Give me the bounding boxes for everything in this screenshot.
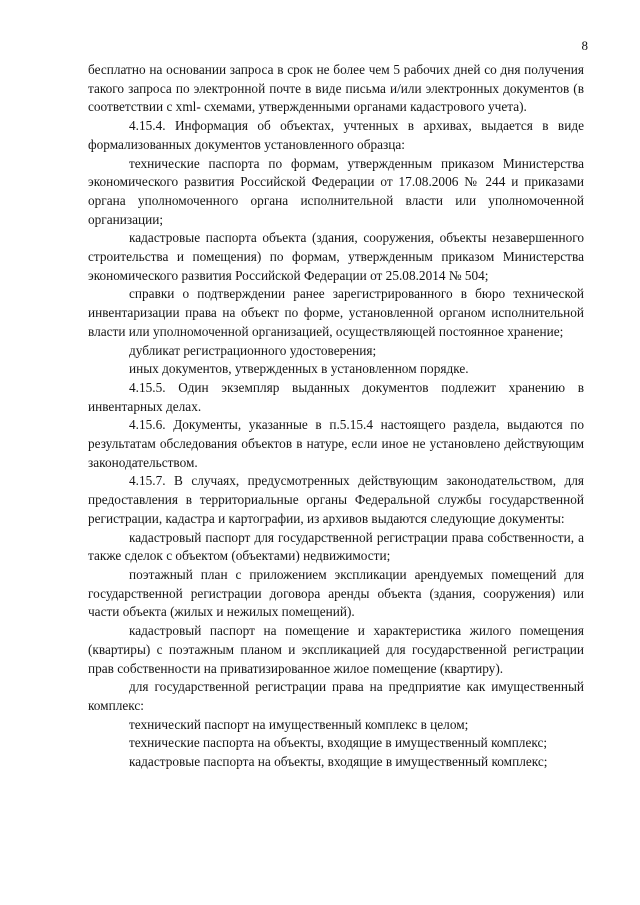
list-item-cadastral-passport-registration: кадастровый паспорт для государственной регистрации права собственности, а также сделок с объектом (объектами) недвижимости; — [88, 529, 584, 564]
list-item-duplicate-certificate: дубликат регистрационного удостоверения; — [129, 342, 377, 358]
paragraph-4-15-7: 4.15.7. В случаях, предусмотренных действующим законодательством, для предоставления в территориальные органы Федеральной службы государственной регистрации, кадастра и картографии, из архивов выдаются следующие документы: — [88, 473, 584, 526]
list-item-cadastral-passports: кадастровые паспорта объекта (здания, сооружения, объекты незавершенного строительства и помещения) по формам, утвержденным приказом Министерства экономического развития Российской Федерации от 25.08.2014 № 504; — [88, 230, 584, 283]
list-item-certificates: справки о подтверждении ранее зарегистрированного в бюро технической инвентаризации права на объект по форме, установленной органом исполнительной власти или уполномоченной организацией, осуществляющей постоянное хранение; — [88, 286, 584, 339]
paragraph-4-15-5: 4.15.5. Один экземпляр выданных документов подлежит хранению в инвентарных делах. — [88, 379, 584, 414]
list-item-other-documents: иных документов, утвержденных в установленном порядке. — [129, 361, 469, 377]
paragraph-1-continued: бесплатно на основании запроса в срок не более чем 5 рабочих дней со дня получения такого запроса по электронной почте в виде письма и/или электронных документов (в соответствии с xml- схемами, утвержденными органами кадастрового учета). — [88, 62, 584, 115]
list-item-objects-cadastral-passports: кадастровые паспорта на объекты, входящие в имущественный комплекс; — [129, 754, 548, 770]
list-item-technical-passports: технические паспорта по формам, утвержденным приказом Министерства экономического развития Российской Федерации от 17.08.2006 № 244 и приказами органа уполномоченного органа исполнительной власти или уполномоченной организации; — [88, 155, 584, 227]
list-item-enterprise-registration: для государственной регистрации права на предприятие как имущественный комплекс: — [88, 679, 584, 713]
document-body — [88, 61, 584, 772]
list-item-premises-passport: кадастровый паспорт на помещение и характеристика жилого помещения (квартиры) с поэтажным планом и экспликацией для государственной регистрации прав собственности на приватизированное жилое помещение (квартиру). — [88, 623, 584, 676]
list-item-floor-plan: поэтажный план с приложением экспликации арендуемых помещений для государственной регистрации договора аренды объекта (здания, сооружения) или части объекта (жилых и нежилых помещений). — [88, 566, 584, 620]
list-item-objects-technical-passports: технические паспорта на объекты, входящие в имущественный комплекс; — [129, 735, 548, 751]
paragraph-4-15-6: 4.15.6. Документы, указанные в п.5.15.4 настоящего раздела, выдаются по результатам обследования объектов в натуре, если иное не установлено действующим законодательством. — [88, 417, 584, 470]
page-number: 8 — [581, 38, 588, 53]
paragraph-4-15-4: 4.15.4. Информация об объектах, учтенных в архивах, выдается в виде формализованных документов установленного образца: — [88, 118, 584, 152]
list-item-complex-technical-passport: технический паспорт на имущественный комплекс в целом; — [129, 716, 469, 732]
